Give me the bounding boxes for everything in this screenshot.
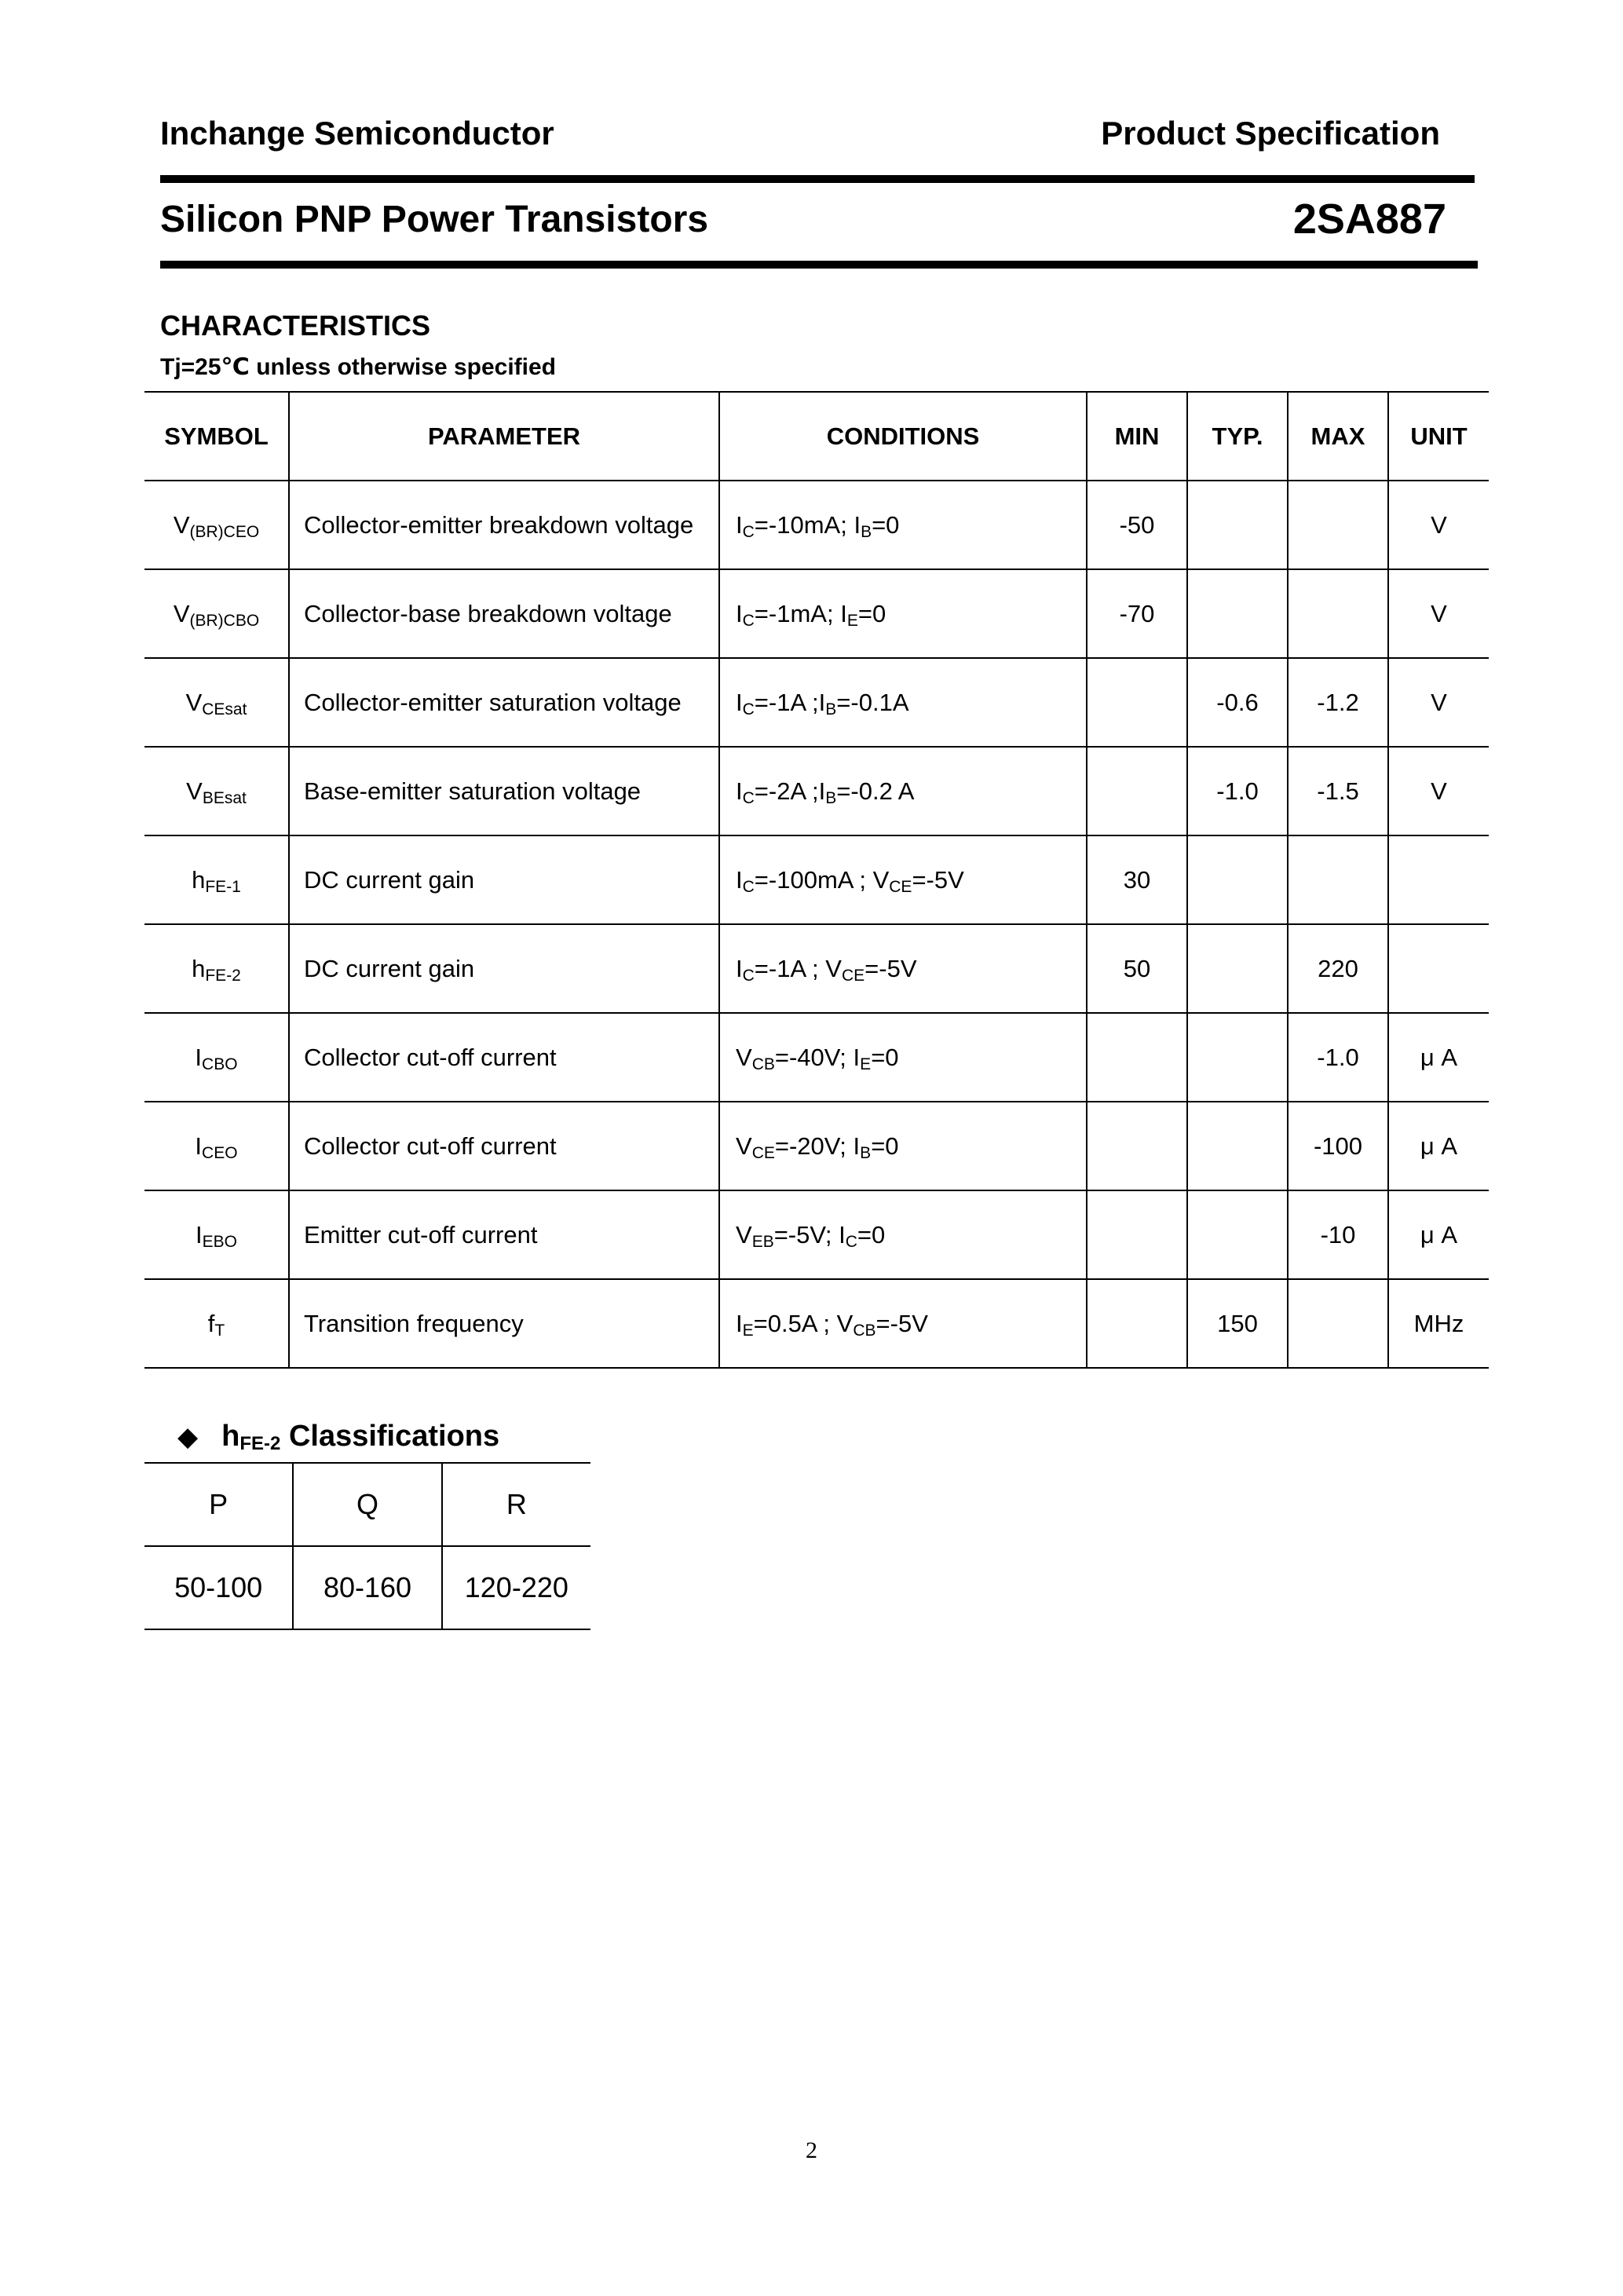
header-min: MIN <box>1087 392 1187 481</box>
condition-value: =0 <box>857 1220 886 1249</box>
condition-symbol: I <box>736 688 743 716</box>
parameter-cell: Collector cut-off current <box>289 1013 719 1102</box>
condition-symbol: V <box>736 1043 752 1071</box>
parameter-cell: Collector-base breakdown voltage <box>289 569 719 658</box>
condition-subscript: C <box>845 1232 857 1251</box>
unit-cell: V <box>1388 747 1489 835</box>
conditions-cell <box>719 1013 1087 1102</box>
condition-symbol: V <box>736 1220 752 1249</box>
condition-subscript: C <box>742 788 755 807</box>
symbol-subscript: CEO <box>202 1143 238 1162</box>
range-cell: 50-100 <box>144 1546 293 1629</box>
unit-cell <box>1388 924 1489 1013</box>
table-row <box>144 747 1489 835</box>
typ-cell: 150 <box>1187 1279 1288 1368</box>
conditions-cell <box>719 481 1087 569</box>
typ-cell <box>1187 1102 1288 1190</box>
condition-subscript: EB <box>751 1232 774 1251</box>
condition-symbol: I <box>736 777 743 805</box>
min-cell <box>1087 1013 1187 1102</box>
min-cell: -50 <box>1087 481 1187 569</box>
condition-subscript: CB <box>853 1321 876 1340</box>
parameter-cell: Base-emitter saturation voltage <box>289 747 719 835</box>
unit-cell: MHz <box>1388 1279 1489 1368</box>
unit-cell: μ A <box>1388 1190 1489 1279</box>
characteristics-table <box>144 391 1489 1369</box>
condition-symbol: I <box>736 510 743 539</box>
symbol-subscript: FE-2 <box>205 966 241 985</box>
min-cell <box>1087 658 1187 747</box>
classifications-heading <box>177 1420 499 1453</box>
document-type: Product Specification <box>1101 115 1440 152</box>
symbol-subscript: (BR)CEO <box>189 522 260 541</box>
symbol-subscript: FE-1 <box>205 877 241 896</box>
condition-subscript: CE <box>841 966 865 985</box>
condition-value: =-2A ; <box>754 777 819 805</box>
condition-value: =-10mA; <box>754 510 854 539</box>
page-number: 2 <box>806 2137 817 2163</box>
unit-cell <box>1388 835 1489 924</box>
condition-subscript: C <box>742 700 755 718</box>
condition-subscript: C <box>742 877 755 896</box>
classification-title-sub: FE-2 <box>239 1433 281 1454</box>
symbol-cell <box>144 1013 289 1102</box>
typ-cell: -1.0 <box>1187 747 1288 835</box>
condition-value: =-0.2 A <box>836 777 915 805</box>
condition-value: =-1mA; <box>754 599 841 627</box>
table-row <box>144 924 1489 1013</box>
unit-cell: V <box>1388 569 1489 658</box>
symbol-subscript: T <box>214 1321 225 1340</box>
max-cell <box>1288 835 1388 924</box>
symbol-subscript: CBO <box>202 1055 238 1073</box>
range-cell: 80-160 <box>293 1546 441 1629</box>
symbol-cell <box>144 747 289 835</box>
condition-symbol: I <box>818 777 826 805</box>
max-cell: -100 <box>1288 1102 1388 1190</box>
symbol-cell <box>144 658 289 747</box>
condition-value: =-5V <box>865 954 917 982</box>
max-cell <box>1288 1279 1388 1368</box>
unit-cell: V <box>1388 481 1489 569</box>
table-row <box>144 1279 1489 1368</box>
typ-cell <box>1187 1190 1288 1279</box>
condition-value: =-5V <box>875 1309 928 1337</box>
conditions-cell <box>719 658 1087 747</box>
parameter-cell: Collector-emitter breakdown voltage <box>289 481 719 569</box>
min-cell <box>1087 1102 1187 1190</box>
parameter-cell: Collector cut-off current <box>289 1102 719 1190</box>
condition-symbol: V <box>825 954 842 982</box>
header-divider-bottom <box>160 261 1478 269</box>
typ-cell <box>1187 1013 1288 1102</box>
min-cell <box>1087 747 1187 835</box>
typ-cell <box>1187 835 1288 924</box>
symbol-main: I <box>195 1043 203 1071</box>
condition-value: =-1A ; <box>754 954 826 982</box>
typ-cell <box>1187 481 1288 569</box>
condition-symbol: I <box>736 1309 743 1337</box>
condition-value: =-20V; <box>774 1132 854 1160</box>
symbol-subscript: BEsat <box>202 788 247 807</box>
classification-title-main: h <box>221 1420 240 1453</box>
table-row <box>144 1102 1489 1190</box>
header-typ: TYP. <box>1187 392 1288 481</box>
part-number: 2SA887 <box>1292 196 1446 243</box>
condition-subscript: CE <box>751 1143 775 1162</box>
header-unit: UNIT <box>1388 392 1489 481</box>
max-cell <box>1288 481 1388 569</box>
rank-row <box>144 1463 590 1546</box>
max-cell: 220 <box>1288 924 1388 1013</box>
header-max: MAX <box>1288 392 1388 481</box>
min-cell: -70 <box>1087 569 1187 658</box>
condition-value: =-1A ; <box>754 688 819 716</box>
min-cell: 50 <box>1087 924 1187 1013</box>
table-header-row <box>144 392 1489 481</box>
symbol-main: I <box>195 1132 203 1160</box>
min-cell <box>1087 1279 1187 1368</box>
company-name: Inchange Semiconductor <box>160 115 554 152</box>
condition-value: =-40V; <box>774 1043 854 1071</box>
max-cell: -1.5 <box>1288 747 1388 835</box>
min-cell <box>1087 1190 1187 1279</box>
condition-subscript: B <box>825 788 837 807</box>
condition-subscript: E <box>742 1321 754 1340</box>
condition-symbol: I <box>854 510 861 539</box>
header-conditions: CONDITIONS <box>719 392 1087 481</box>
symbol-subscript: CEsat <box>202 700 247 718</box>
diamond-bullet-icon: ◆ <box>177 1422 199 1452</box>
condition-subscript: E <box>860 1055 872 1073</box>
conditions-cell <box>719 1279 1087 1368</box>
condition-value: =0 <box>857 599 886 627</box>
rank-cell: R <box>442 1463 590 1546</box>
condition-subscript: C <box>742 522 755 541</box>
symbol-main: V <box>185 688 203 716</box>
condition-value: =-5V <box>912 865 964 894</box>
conditions-cell <box>719 747 1087 835</box>
table-row <box>144 1013 1489 1102</box>
symbol-subscript: (BR)CBO <box>189 611 260 630</box>
min-cell: 30 <box>1087 835 1187 924</box>
parameter-cell: Emitter cut-off current <box>289 1190 719 1279</box>
parameter-cell: Collector-emitter saturation voltage <box>289 658 719 747</box>
test-condition-note: Tj=25℃ unless otherwise specified <box>160 354 557 380</box>
unit-cell: μ A <box>1388 1102 1489 1190</box>
rank-cell: Q <box>293 1463 441 1546</box>
condition-value: =-5V; <box>773 1220 839 1249</box>
condition-symbol: I <box>736 954 743 982</box>
symbol-cell <box>144 924 289 1013</box>
symbol-main: I <box>196 1220 203 1249</box>
symbol-main: V <box>173 599 190 627</box>
condition-subscript: C <box>742 611 755 630</box>
condition-value: =0 <box>871 1043 899 1071</box>
symbol-cell <box>144 835 289 924</box>
symbol-cell <box>144 1190 289 1279</box>
condition-symbol: I <box>818 688 826 716</box>
condition-value: =-0.1A <box>836 688 909 716</box>
condition-symbol: I <box>853 1043 861 1071</box>
conditions-cell <box>719 924 1087 1013</box>
max-cell: -10 <box>1288 1190 1388 1279</box>
header-symbol: SYMBOL <box>144 392 289 481</box>
symbol-subscript: EBO <box>202 1232 237 1251</box>
header-parameter: PARAMETER <box>289 392 719 481</box>
rank-cell: P <box>144 1463 293 1546</box>
range-row <box>144 1546 590 1629</box>
symbol-cell <box>144 1102 289 1190</box>
conditions-cell <box>719 1102 1087 1190</box>
condition-symbol: V <box>872 865 890 894</box>
table-row <box>144 1190 1489 1279</box>
symbol-cell <box>144 1279 289 1368</box>
conditions-cell <box>719 835 1087 924</box>
range-cell: 120-220 <box>442 1546 590 1629</box>
condition-value: =0 <box>871 1132 899 1160</box>
typ-cell <box>1187 569 1288 658</box>
table-row <box>144 481 1489 569</box>
condition-symbol: I <box>736 865 743 894</box>
unit-cell: V <box>1388 658 1489 747</box>
condition-subscript: B <box>860 1143 872 1162</box>
unit-cell: μ A <box>1388 1013 1489 1102</box>
condition-symbol: V <box>736 1132 752 1160</box>
parameter-cell: Transition frequency <box>289 1279 719 1368</box>
parameter-cell: DC current gain <box>289 835 719 924</box>
table-row <box>144 835 1489 924</box>
max-cell: -1.2 <box>1288 658 1388 747</box>
table-row <box>144 569 1489 658</box>
header-divider-top <box>160 175 1475 183</box>
condition-symbol: V <box>836 1309 854 1337</box>
max-cell <box>1288 569 1388 658</box>
condition-subscript: CE <box>889 877 912 896</box>
symbol-main: f <box>207 1309 215 1337</box>
condition-value: =-100mA ; <box>754 865 873 894</box>
condition-subscript: CB <box>751 1055 775 1073</box>
condition-symbol: I <box>736 599 743 627</box>
symbol-main: V <box>173 510 190 539</box>
condition-symbol: I <box>839 1220 846 1249</box>
table-row <box>144 658 1489 747</box>
condition-subscript: C <box>742 966 755 985</box>
symbol-cell <box>144 569 289 658</box>
condition-symbol: I <box>853 1132 861 1160</box>
symbol-main: V <box>186 777 203 805</box>
classifications-table <box>144 1462 590 1630</box>
typ-cell: -0.6 <box>1187 658 1288 747</box>
condition-subscript: B <box>861 522 872 541</box>
parameter-cell: DC current gain <box>289 924 719 1013</box>
condition-subscript: E <box>846 611 858 630</box>
condition-symbol: I <box>840 599 847 627</box>
product-title: Silicon PNP Power Transistors <box>160 199 709 240</box>
section-title: CHARACTERISTICS <box>160 309 431 342</box>
conditions-cell <box>719 569 1087 658</box>
max-cell: -1.0 <box>1288 1013 1388 1102</box>
symbol-main: h <box>192 954 206 982</box>
conditions-cell <box>719 1190 1087 1279</box>
classification-title-rest: Classifications <box>280 1420 500 1453</box>
condition-value: =0.5A ; <box>753 1309 837 1337</box>
typ-cell <box>1187 924 1288 1013</box>
symbol-main: h <box>192 865 206 894</box>
condition-subscript: B <box>825 700 837 718</box>
condition-value: =0 <box>872 510 900 539</box>
symbol-cell <box>144 481 289 569</box>
